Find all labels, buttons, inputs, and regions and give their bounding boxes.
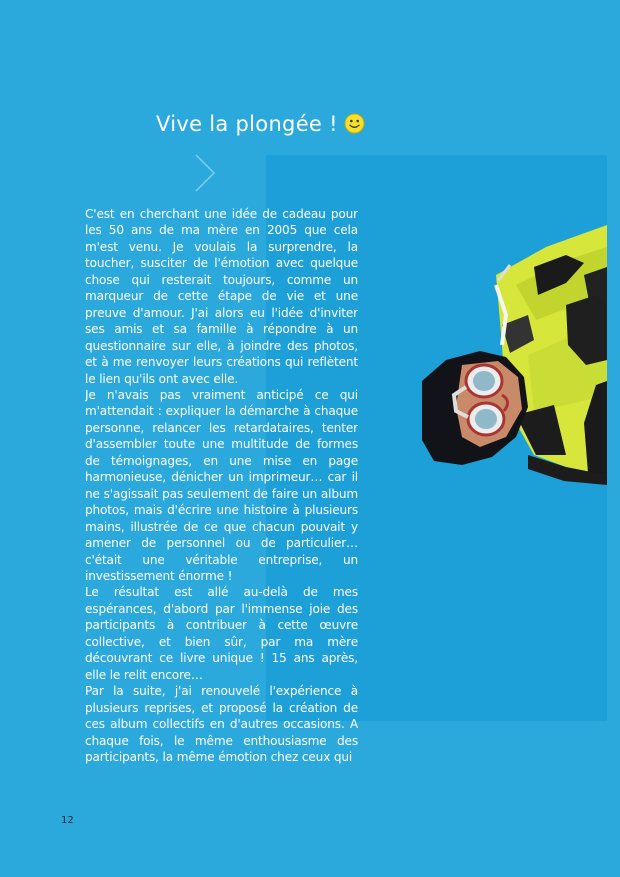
- chevron-right-icon: [193, 153, 217, 198]
- page-number: 12: [61, 815, 74, 826]
- paragraph: Le résultat est allé au-delà de mes espérances, d'abord par l'immense joie des participants à contribuer à cette œuvre collective, et bien sûr, par ma mère découvrant ce livre unique ! 15 ans après, elle le relit encore…: [85, 585, 358, 682]
- smiley-face-icon: [344, 113, 365, 139]
- paragraph: Par la suite, j'ai renouvelé l'expérience à plusieurs reprises, et proposé la création de ces album collectifs en d'autres occasions. A chaque fois, le même enthousiasme des participants, la même émotion chez ceux qui: [85, 684, 358, 764]
- body-text: [85, 206, 358, 766]
- paragraph: C'est en cherchant une idée de cadeau pour les 50 ans de ma mère en 2005 que cela m'est venu. Je voulais la surprendre, la toucher, susciter de l'émotion avec quelque chose qui resterait toujours, comme un marqueur de cette étape de vie et une preuve d'amour. J'ai alors eu l'idée d'inviter ses amis et sa famille à répondre à un questionnaire sur elle, à joindre des photos, et à me renvoyer leurs créations qui reflètent le lien qu'ils ont avec elle.: [85, 207, 358, 386]
- page-title: [156, 112, 376, 146]
- paragraph: Je n'avais pas vraiment anticipé ce qui m'attendait : expliquer la démarche à chaque personne, relancer les retardataires, tenter d'assembler toute une multitude de formes de témoignages, en une mise en page harmonieuse, dénicher un imprimeur… car il ne s'agissait pas seulement de faire un album photos, mais d'écrire une histoire à plusieurs mains, illustrée de ce que chacun pouvait y amener de personnel ou de particulier… c'était une véritable entreprise, un investissement énorme !: [85, 387, 358, 583]
- title-text: Vive la plongée !: [156, 112, 338, 136]
